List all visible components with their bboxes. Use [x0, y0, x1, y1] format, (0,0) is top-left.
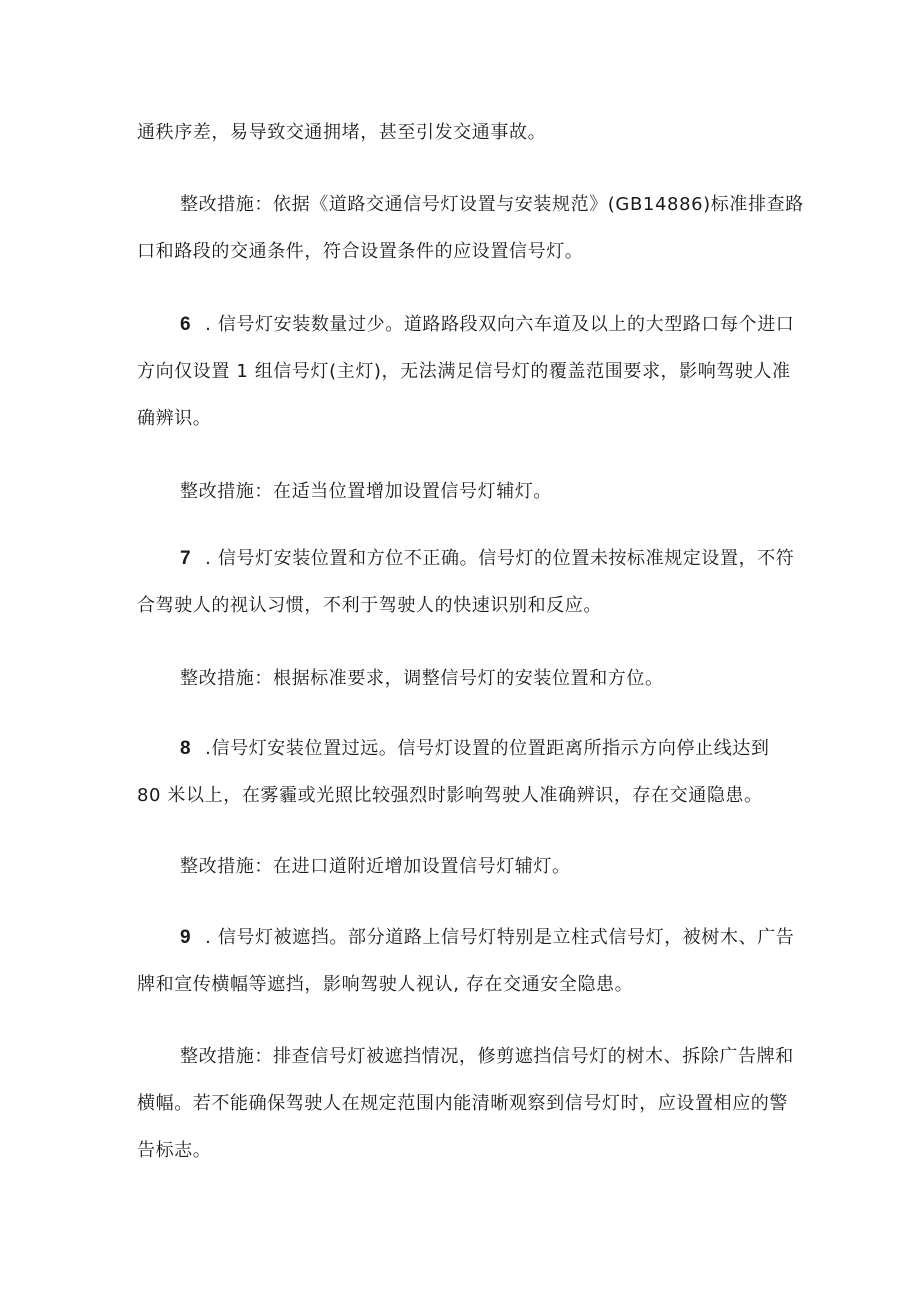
item-number: 9 — [180, 927, 192, 948]
paragraph-line: 整改措施：根据标准要求，调整信号灯的安装位置和方位。 — [180, 668, 664, 689]
numbered-item-7 — [180, 547, 794, 571]
paragraph-line: 口和路段的交通条件，符合设置条件的应设置信号灯。 — [137, 241, 584, 262]
numbered-item-8 — [180, 737, 770, 761]
paragraph-line: 整改措施：排查信号灯被遮挡情况，修剪遮挡信号灯的树木、拆除广告牌和 — [180, 1046, 794, 1067]
paragraph-line: 整改措施：在进口道附近增加设置信号灯辅灯。 — [180, 856, 571, 877]
paragraph-line: 合驾驶人的视认习惯，不利于驾驶人的快速识别和反应。 — [137, 595, 602, 616]
paragraph-line: 整改措施：在适当位置增加设置信号灯辅灯。 — [180, 481, 552, 502]
paragraph-line: . 信号灯安装数量过少。道路路段双向六车道及以上的大型路口每个进口 — [205, 314, 795, 335]
paragraph-line: 横幅。若不能确保驾驶人在规定范围内能清晰观察到信号灯时，应设置相应的警 — [137, 1093, 788, 1114]
item-number: 6 — [180, 314, 192, 335]
paragraph-line: 整改措施：依据《道路交通信号灯设置与安装规范》(GB14886)标准排查路 — [180, 194, 804, 215]
paragraph-line: 80 米以上，在雾霾或光照比较强烈时影响驾驶人准确辨识，存在交通隐患。 — [137, 785, 763, 806]
paragraph-line: 告标志。 — [137, 1140, 212, 1161]
paragraph-line: . 信号灯被遮挡。部分道路上信号灯特别是立柱式信号灯，被树木、广告 — [205, 927, 795, 948]
paragraph-line: 确辨识。 — [137, 408, 212, 429]
paragraph-line: .信号灯安装位置过远。信号灯设置的位置距离所指示方向停止线达到 — [205, 738, 770, 759]
paragraph-line: 通秩序差，易导致交通拥堵，甚至引发交通事故。 — [137, 122, 547, 143]
paragraph-line: . 信号灯安装位置和方位不正确。信号灯的位置未按标准规定设置，不符 — [205, 548, 795, 569]
item-number: 7 — [180, 548, 192, 569]
paragraph-line: 方向仅设置 1 组信号灯(主灯)，无法满足信号灯的覆盖范围要求，影响驾驶人准 — [137, 361, 791, 382]
paragraph-line: 牌和宣传横幅等遮挡，影响驾驶人视认, 存在交通安全隐患。 — [137, 974, 634, 995]
numbered-item-9 — [180, 926, 794, 950]
numbered-item-6 — [180, 313, 794, 337]
item-number: 8 — [180, 738, 192, 759]
